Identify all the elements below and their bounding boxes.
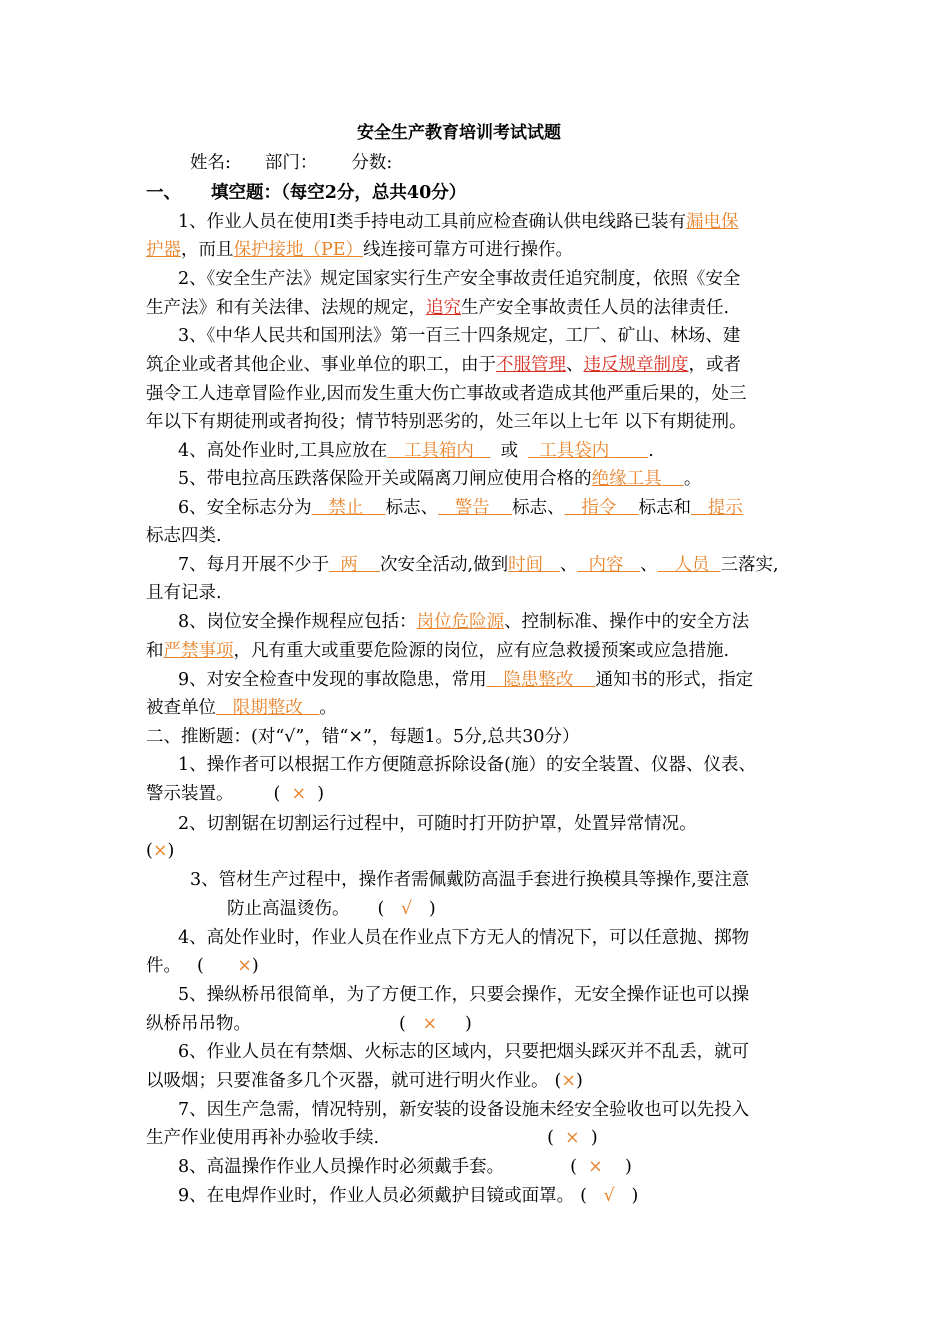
fill-q1-line2 <box>146 237 573 263</box>
department-label: 部门： <box>264 153 318 173</box>
answer-mark: × <box>588 1157 603 1177</box>
fill-q3-line2 <box>146 352 741 378</box>
question-text: 防止高温烫伤。 <box>227 899 350 919</box>
paren-close: ) <box>590 1128 598 1148</box>
fill-q3-line1: 3、《中华人民共和国刑法》第一百三十四条规定，工厂、矿山、林场、建 <box>178 326 741 346</box>
question-text: 1、作业人员在使用Ⅰ类手持电动工具前应检查确认供电线路已装有 <box>178 212 687 232</box>
judge-q7-line1: 7、因生产急需，情况特别，新安装的设备设施未经安全验收也可以先投入 <box>178 1100 750 1120</box>
paren-close: ) <box>465 1014 472 1034</box>
question-text: 件。 <box>146 956 181 976</box>
answer-text: 隐患整改 <box>503 670 574 690</box>
answer-text: 禁止 <box>328 498 364 518</box>
answer-text: 指令 <box>581 498 617 518</box>
paren-open: ( <box>377 899 385 919</box>
fill-q7-line2: 且有记录. <box>146 583 222 603</box>
question-text: 9、对安全检查中发现的事故隐患，常用 <box>178 670 487 690</box>
question-text: 7、每月开展不少于 <box>178 555 330 575</box>
answer-text: 时间 <box>508 555 544 575</box>
answer-text: 工具箱内 <box>403 441 474 461</box>
question-text: 生产安全事故责任人员的法律责任. <box>461 298 730 318</box>
fill-q4-line1 <box>178 438 654 464</box>
question-text: 、 <box>640 555 658 575</box>
answer-text: 岗位危险源 <box>416 612 505 632</box>
question-text: 以吸烟；只要准备多几个灭器，就可进行明火作业。 <box>146 1071 549 1091</box>
answer-text: 不服管理 <box>496 355 566 375</box>
question-text: 纵桥吊吊物。 <box>146 1014 251 1034</box>
question-text: . <box>648 441 654 461</box>
answer-text: 内容 <box>588 555 624 575</box>
question-text: 。 <box>683 469 702 489</box>
question-text: 生产法》和有关法律、法规的规定， <box>146 298 426 318</box>
paren-open: ( <box>580 1186 587 1206</box>
paren-close: ) <box>317 784 325 804</box>
answer-text: 人员 <box>674 555 710 575</box>
paren-close: ) <box>428 899 436 919</box>
answer-text: 提示 <box>707 498 743 518</box>
question-text: 生产作业使用再补办验收手续. <box>146 1128 380 1148</box>
paren-close: ) <box>167 841 175 861</box>
question-text: 和 <box>146 641 164 661</box>
paren-open: ( <box>197 956 204 976</box>
fill-q5-line1 <box>178 466 701 492</box>
question-text: 三落实, <box>720 555 779 575</box>
paren-close: ) <box>625 1157 632 1177</box>
question-text: 5、带电拉高压跌落保险开关或隔离刀闸应使用合格的 <box>178 469 592 489</box>
judge-q1-line2 <box>146 781 324 807</box>
judge-q2-line1: 2、切割锯在切割运行过程中，可随时打开防护罩，处置异常情况。 <box>178 814 697 834</box>
question-text: 次安全活动,做到 <box>380 555 509 575</box>
fill-q7-line1 <box>178 552 779 578</box>
section1-heading <box>146 180 466 206</box>
judge-q5-line2 <box>146 1011 472 1037</box>
name-label: 姓名: <box>190 153 231 173</box>
question-text: 被查单位 <box>146 698 216 718</box>
paren-close: ) <box>631 1186 639 1206</box>
section2-heading: 二、推断题：(对“√”，错“×”，每题1。5分,总共30分） <box>146 727 580 747</box>
fill-q8-line2 <box>146 638 729 664</box>
fill-q8-line1 <box>178 609 749 635</box>
question-text: 8、岗位安全操作规程应包括： <box>178 612 417 632</box>
answer-mark: √ <box>401 899 413 919</box>
question-text: ，或者 <box>688 355 741 375</box>
answer-mark: × <box>291 784 307 804</box>
question-text: 6、安全标志分为 <box>178 498 312 518</box>
question-text: 线连接可靠方可进行操作。 <box>363 240 574 260</box>
fill-q9-line1 <box>178 667 753 693</box>
exam-header <box>190 150 392 176</box>
judge-q6-line1: 6、作业人员在有禁烟、火标志的区域内，只要把烟头踩灭并不乱丢，就可 <box>178 1042 750 1062</box>
question-text: 9、在电焊作业时，作业人员必须戴护目镜或面罩。 <box>178 1186 575 1206</box>
answer-mark: × <box>565 1128 580 1148</box>
paren-open: ( <box>554 1071 562 1091</box>
paren-open: ( <box>570 1157 577 1177</box>
page-title: 安全生产教育培训考试试题 <box>357 123 561 143</box>
answer-text: 警告 <box>454 498 490 518</box>
answer-text: 两 <box>340 555 358 575</box>
judge-q1-line1: 1、操作者可以根据工作方便随意拆除设备(施）的安全装置、仪器、仪表、 <box>178 755 756 775</box>
question-text: 8、高温操作作业人员操作时必须戴手套。 <box>178 1157 505 1177</box>
paren-close: ) <box>576 1071 583 1091</box>
paren-close: ) <box>251 956 259 976</box>
judge-q4-line1: 4、高处作业时，作业人员在作业点下方无人的情况下，可以任意抛、掷物 <box>178 928 750 948</box>
judge-q7-line2 <box>146 1125 598 1151</box>
judge-q9-line1 <box>178 1183 638 1209</box>
answer-mark: √ <box>603 1186 615 1206</box>
question-text: 或 <box>500 441 519 461</box>
paren-open: ( <box>273 784 281 804</box>
fill-q3-line3: 强令工人违章冒险作业,因而发生重大伤亡事故或者造成其他严重后果的，处三 <box>146 384 747 404</box>
answer-text: 保护接地（PE） <box>233 240 364 260</box>
question-text: 标志和 <box>638 498 692 518</box>
fill-q9-line2 <box>146 695 337 721</box>
fill-q1-line1 <box>178 209 739 235</box>
score-label: 分数: <box>351 153 393 173</box>
answer-text: 绝缘工具 <box>591 469 662 489</box>
answer-mark: × <box>561 1071 576 1091</box>
question-text: 筑企业或者其他企业、事业单位的职工，由于 <box>146 355 496 375</box>
fill-q2-line1: 2、《安全生产法》规定国家实行生产安全事故责任追究制度，依照《安全 <box>178 269 741 289</box>
question-text: 警示装置。 <box>146 784 234 804</box>
paren-open: ( <box>146 841 153 861</box>
fill-q6-line2: 标志四类. <box>146 526 222 546</box>
question-text: 4、高处作业时,工具应放在 <box>178 441 388 461</box>
answer-text: 限期整改 <box>232 698 303 718</box>
question-text: 通知书的形式，指定 <box>595 670 754 690</box>
fill-q2-line2 <box>146 295 729 321</box>
paren-open: ( <box>547 1128 554 1148</box>
question-text: 、控制标准、操作中的安全方法 <box>504 612 750 632</box>
question-text: 标志、 <box>512 498 565 518</box>
judge-q3-line1: 3、管材生产过程中，操作者需佩戴防高温手套进行换模具等操作,要注意 <box>190 870 750 890</box>
judge-q8-line1 <box>178 1154 632 1180</box>
judge-q6-line2 <box>146 1068 583 1094</box>
question-text: 。 <box>319 698 337 718</box>
answer-text: 严禁事项 <box>163 641 234 661</box>
question-text: ，而且 <box>181 240 234 260</box>
question-text: ，凡有重大或重要危险源的岗位，应有应急救援预案或应急措施. <box>233 641 730 661</box>
section1-number: 一、 <box>146 183 181 203</box>
fill-q3-line4: 年以下有期徒刑或者拘役；情节特别恶劣的，处三年以上七年 以下有期徒刑。 <box>146 412 747 432</box>
answer-mark: × <box>422 1014 438 1034</box>
judge-q2-line2 <box>146 838 174 864</box>
judge-q5-line1: 5、操纵桥吊很简单，为了方便工作，只要会操作，无安全操作证也可以操 <box>178 985 750 1005</box>
separator-text: 、 <box>566 355 584 375</box>
question-text: 标志、 <box>385 498 439 518</box>
paren-open: ( <box>399 1014 406 1034</box>
answer-text: 护器 <box>146 240 181 260</box>
section1-title: 填空题：（每空2分，总共40分） <box>211 183 467 203</box>
question-text: 、 <box>559 555 578 575</box>
judge-q3-line2 <box>227 896 436 922</box>
judge-q4-line2 <box>146 953 259 979</box>
fill-q6-line1 <box>178 495 743 521</box>
answer-mark: × <box>237 956 252 976</box>
answer-text: 漏电保 <box>686 212 739 232</box>
answer-text: 违反规章制度 <box>583 355 689 375</box>
answer-text: 工具袋内 <box>539 441 610 461</box>
answer-text: 追究 <box>426 298 461 318</box>
answer-mark: × <box>152 841 168 861</box>
